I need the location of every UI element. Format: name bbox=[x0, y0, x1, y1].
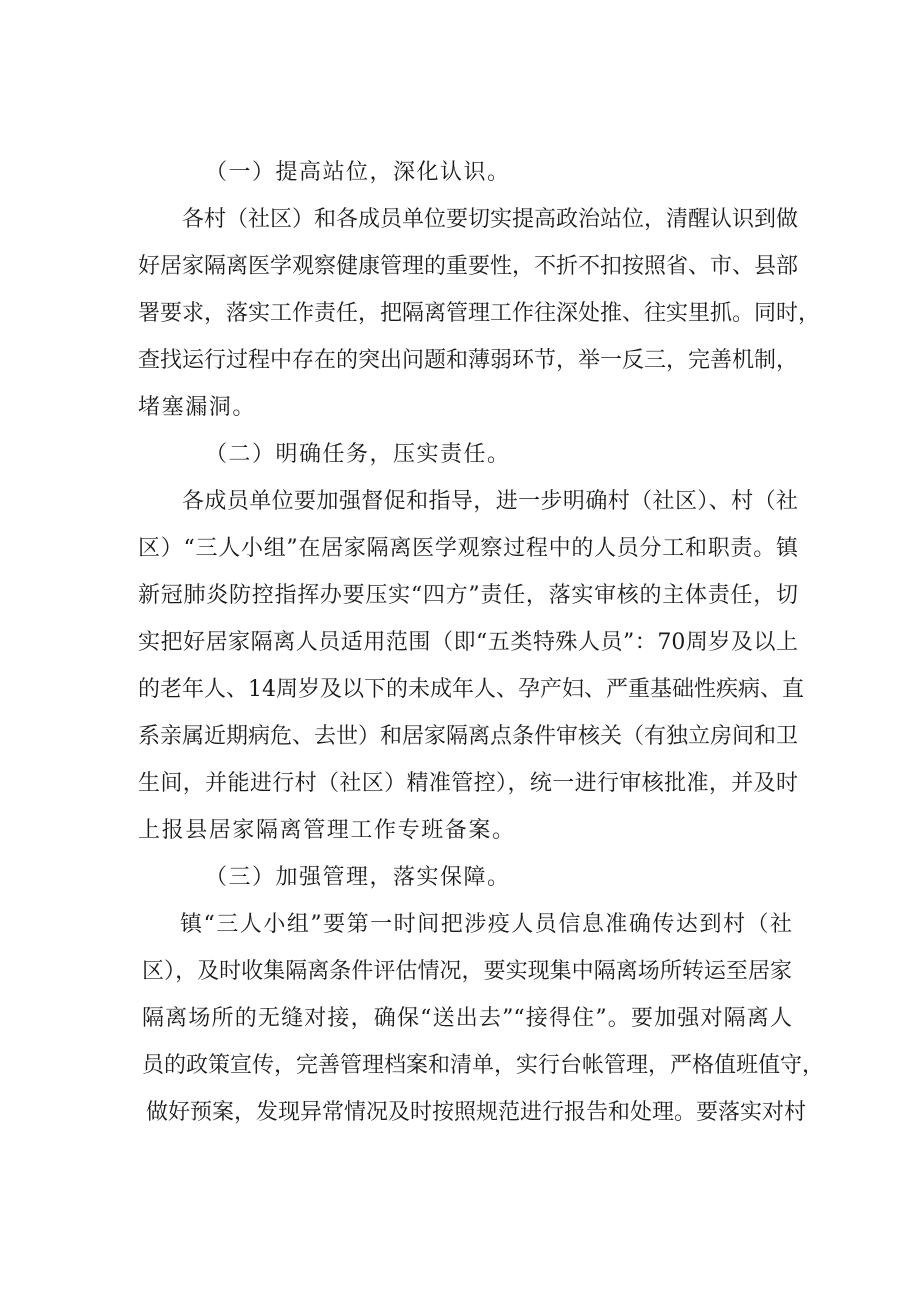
section-heading-3: （三）加强管理，落实保障。 bbox=[205, 865, 511, 890]
paragraph-line: 区），及时收集隔离条件评估情况，要实现集中隔离场所转运至居家 bbox=[142, 959, 792, 984]
paragraph-line: 查找运行过程中存在的突出问题和薄弱环节，举一反三，完善机制， bbox=[138, 348, 799, 373]
paragraph-line: 上报县居家隔离管理工作专班备案。 bbox=[138, 818, 516, 843]
paragraph-line: 各成员单位要加强督促和指导，进一步明确村（社区）、村（社 bbox=[182, 489, 798, 514]
paragraph-line: 新冠肺炎防控指挥办要压实“四方”责任，落实审核的主体责任，切 bbox=[138, 583, 798, 608]
paragraph-line: 生间，并能进行村（社区）精准管控），统一进行审核批准，并及时 bbox=[138, 771, 798, 796]
paragraph-line: 镇“三人小组”要第一时间把涉疫人员信息准确传达到村（社 bbox=[180, 912, 792, 937]
paragraph-line: 实把好居家隔离人员适用范围（即“五类特殊人员”：70周岁及以上 bbox=[138, 630, 798, 655]
paragraph-line: 系亲属近期病危、去世）和居家隔离点条件审核关（有独立房间和卫 bbox=[138, 724, 799, 749]
paragraph-line: 区）“三人小组”在居家隔离医学观察过程中的人员分工和职责。镇 bbox=[138, 536, 798, 561]
paragraph-line: 员的政策宣传，完善管理档案和清单，实行台帐管理，严格值班值守， bbox=[142, 1053, 825, 1078]
paragraph-line: 隔离场所的无缝对接，确保“送出去”“接得住”。要加强对隔离人 bbox=[142, 1006, 792, 1031]
paragraph-line: 署要求，落实工作责任，把隔离管理工作往深处推、往实里抓。同时， bbox=[138, 301, 821, 326]
section-heading-2: （二）明确任务，压实责任。 bbox=[205, 442, 511, 467]
paragraph-line: 好居家隔离医学观察健康管理的重要性，不折不扣按照省、市、县部 bbox=[138, 254, 799, 279]
paragraph-line: 堵塞漏洞。 bbox=[138, 395, 257, 420]
paragraph-line: 做好预案，发现异常情况及时按照规范进行报告和处理。要落实对村 bbox=[146, 1100, 807, 1125]
paragraph-line: 的老年人、14周岁及以下的未成年人、孕产妇、严重基础性疾病、直 bbox=[138, 677, 804, 702]
paragraph-line: 各村（社区）和各成员单位要切实提高政治站位，清醒认识到做 bbox=[182, 207, 799, 232]
section-heading-1: （一）提高站位，深化认识。 bbox=[205, 160, 511, 185]
